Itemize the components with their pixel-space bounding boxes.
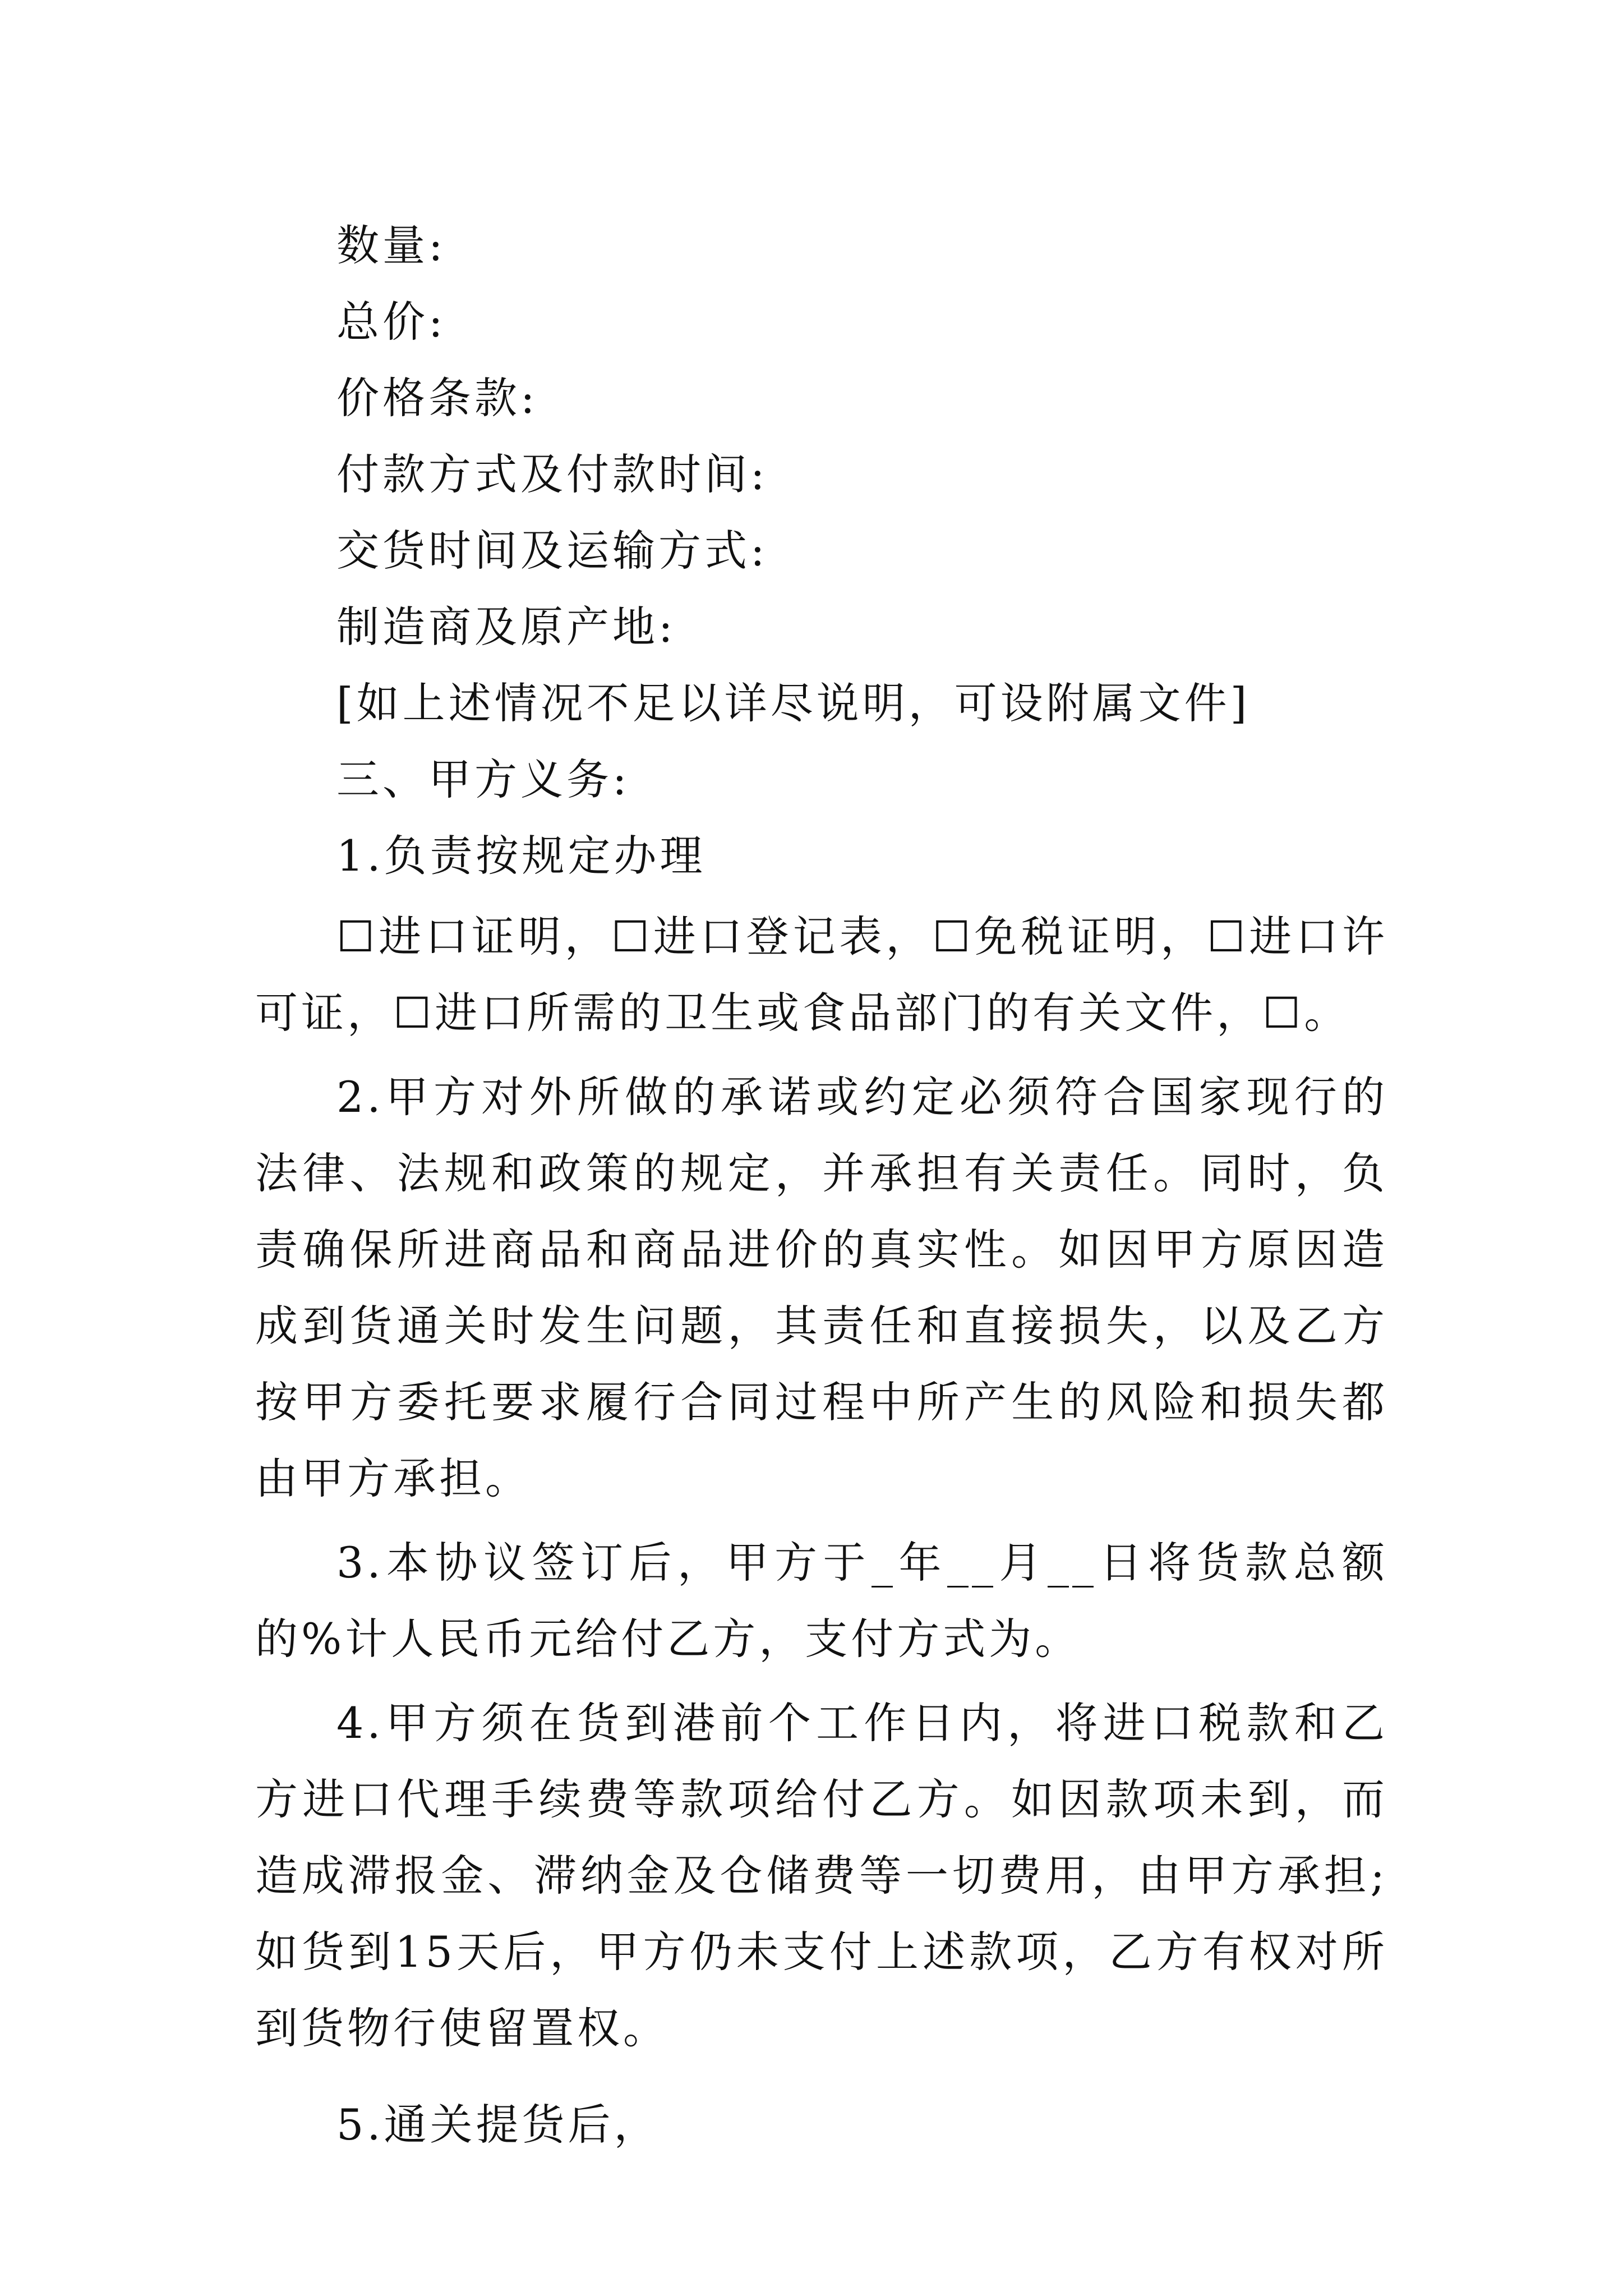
- field-delivery-transport: 交货时间及运输方式:: [336, 526, 768, 576]
- field-quantity: 数量:: [336, 220, 446, 270]
- document-body: [255, 208, 1388, 2163]
- field-total-price: 总价:: [336, 297, 446, 347]
- obligation-3-paragraph: 3.本协议签订后，甲方于_年__月__日将货款总额的%计人民币元给付乙方，支付方式为。: [255, 1538, 1388, 1664]
- section-heading-party-a-obligations: 三、甲方义务:: [336, 754, 630, 804]
- document-checklist: ☐进口证明，☐进口登记表，☐免税证明，☐进口许可证，☐进口所需的卫生或食品部门的有关文件，☐。: [255, 912, 1388, 1038]
- attachment-note: [如上述情况不足以详尽说明，可设附属文件]: [336, 678, 1251, 728]
- field-price-terms: 价格条款:: [336, 373, 538, 423]
- obligation-1-heading: 1.负责按规定办理: [336, 831, 706, 881]
- obligation-2-paragraph: 2.甲方对外所做的承诺或约定必须符合国家现行的法律、法规和政策的规定，并承担有关责任。同时，负责确保所进商品和商品进价的真实性。如因甲方原因造成到货通关时发生问题，其责任和直接损失，以及乙方按甲方委托要求履行合同过程中所产生的风险和损失都由甲方承担。: [255, 1072, 1388, 1503]
- obligation-5-paragraph: 5.通关提货后，: [336, 2100, 660, 2150]
- obligation-4-paragraph: 4.甲方须在货到港前个工作日内，将进口税款和乙方进口代理手续费等款项给付乙方。如因款项未到，而造成滞报金、滞纳金及仓储费等一切费用，由甲方承担;如货到15天后，甲方仍未支付上述款项，乙方有权对所到货物行使留置权。: [255, 1698, 1388, 2053]
- field-payment-method: 付款方式及付款时间:: [336, 449, 768, 499]
- field-manufacturer-origin: 制造商及原产地:: [336, 602, 676, 652]
